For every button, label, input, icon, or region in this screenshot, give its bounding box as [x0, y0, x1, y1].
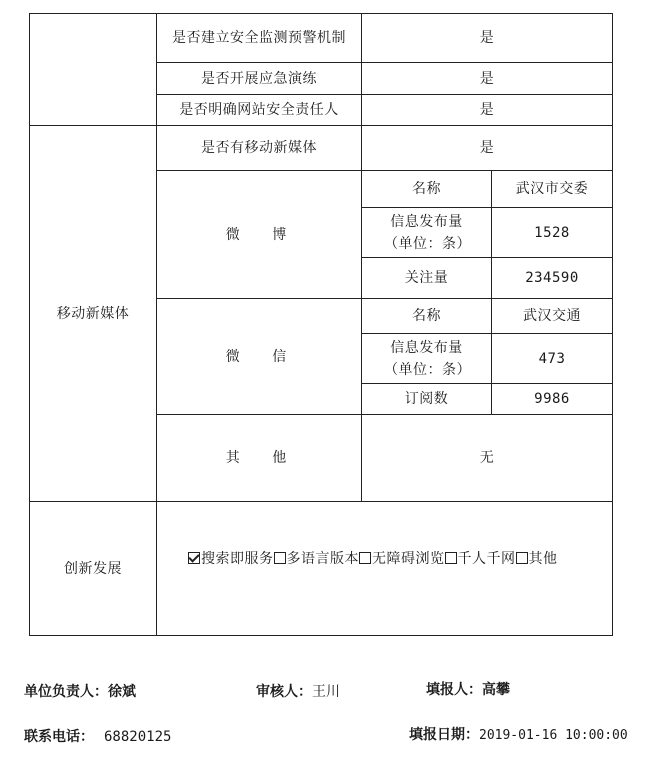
monitoring-label: 是否建立安全监测预警机制	[172, 30, 346, 46]
wechat-name-label: 名称	[412, 308, 441, 324]
checkbox-icon[interactable]	[445, 552, 457, 564]
footer-date	[409, 724, 628, 744]
phone-label: 联系电话：	[24, 729, 94, 745]
monitoring-value: 是	[479, 30, 495, 46]
checkbox-icon[interactable]	[274, 552, 286, 564]
filler-label: 填报人：	[426, 682, 482, 698]
weibo-posts-value: 1528	[534, 224, 570, 241]
option-label: 搜索即服务	[201, 551, 274, 567]
wechat-label: 微 信	[225, 348, 301, 365]
responsible-value: 是	[479, 102, 495, 118]
wechat-posts-label: 信息发布量（单位：条）	[384, 339, 471, 378]
option-multilingual[interactable]	[274, 548, 360, 568]
table-border-right	[612, 13, 613, 636]
date-value: 2019-01-16 10:00:00	[479, 728, 628, 743]
wechat-subs-label: 订阅数	[404, 391, 449, 407]
option-label: 多语言版本	[286, 551, 359, 567]
weibo-label: 微 博	[225, 226, 301, 243]
drill-label: 是否开展应急演练	[201, 70, 317, 87]
table-border-bottom	[29, 635, 613, 636]
checkbox-icon[interactable]	[516, 552, 528, 564]
media-section-label: 移动新媒体	[56, 305, 130, 322]
responsible-label: 是否明确网站安全责任人	[179, 102, 339, 118]
weibo-posts-label: 信息发布量（单位：条）	[384, 213, 471, 252]
wechat-posts-value: 473	[538, 350, 566, 367]
option-label: 无障碍浏览	[372, 551, 445, 567]
date-label: 填报日期：	[409, 727, 479, 743]
option-search-as-service[interactable]	[188, 548, 274, 568]
checkbox-checked-icon[interactable]	[188, 552, 200, 564]
option-other[interactable]	[516, 548, 558, 568]
footer-phone	[24, 726, 171, 746]
footer-leader	[24, 681, 136, 701]
option-accessibility[interactable]	[359, 548, 445, 568]
weibo-followers-value: 234590	[525, 270, 579, 286]
phone-value: 68820125	[104, 729, 172, 745]
option-label: 其他	[528, 551, 558, 567]
other-value: 无	[479, 450, 495, 466]
option-label: 千人千网	[457, 551, 516, 567]
checkbox-icon[interactable]	[359, 552, 371, 564]
innovation-label: 创新发展	[64, 560, 122, 577]
wechat-subs-value: 9986	[534, 391, 570, 407]
footer-filler	[426, 679, 510, 699]
weibo-name-label: 名称	[412, 181, 441, 197]
option-personalized[interactable]	[445, 548, 516, 568]
leader-label: 单位负责人：	[24, 684, 108, 700]
wechat-name-value: 武汉交通	[523, 308, 581, 324]
innovation-options	[188, 547, 558, 569]
filler-value: 高攀	[482, 682, 510, 698]
drill-value: 是	[479, 70, 495, 87]
weibo-followers-label: 关注量	[404, 270, 449, 286]
footer-reviewer	[256, 681, 340, 701]
reviewer-value: 王川	[312, 684, 340, 700]
other-label: 其 他	[225, 450, 301, 466]
has-media-value: 是	[479, 140, 495, 156]
weibo-name-value: 武汉市交委	[515, 181, 589, 197]
has-media-label: 是否有移动新媒体	[201, 140, 317, 156]
reviewer-label: 审核人：	[256, 684, 312, 700]
leader-value: 徐斌	[108, 684, 136, 700]
